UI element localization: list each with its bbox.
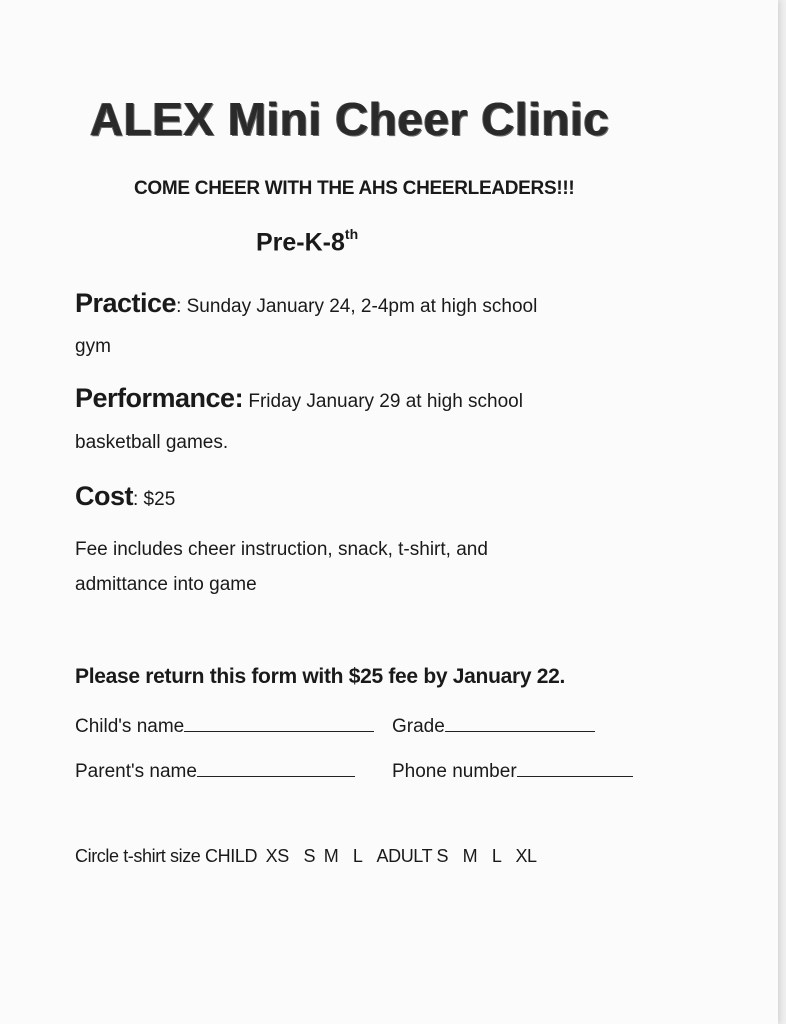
shirt-size-option[interactable]: S	[303, 846, 316, 866]
cost-value: $25	[138, 489, 176, 510]
child-name-label: Child's name	[75, 716, 185, 737]
grade-range	[256, 228, 358, 257]
practice-line	[75, 288, 537, 319]
shirt-size-option[interactable]: L	[352, 846, 362, 866]
practice-line-2: gym	[75, 336, 111, 357]
flyer-title: ALEX Mini Cheer Clinic	[90, 93, 610, 145]
cost-line	[75, 481, 175, 512]
practice-label: Practice	[75, 288, 177, 318]
parent-name-label: Parent's name	[75, 761, 197, 782]
shirt-size-option[interactable]: S	[436, 846, 449, 866]
phone-blank[interactable]	[517, 758, 633, 777]
grade-field[interactable]	[392, 713, 595, 738]
cost-separator: :	[133, 489, 139, 510]
shirt-size-prompt: Circle t-shirt size	[75, 846, 201, 866]
practice-details: Sunday January 24, 2-4pm at high school	[181, 296, 538, 317]
shirt-size-line	[75, 846, 537, 867]
grade-range-text: Pre-K-8	[256, 228, 345, 257]
performance-line	[75, 383, 523, 414]
fee-note-line-2: admittance into game	[75, 574, 257, 595]
child-name-blank[interactable]	[184, 713, 374, 732]
flyer-subtitle: COME CHEER WITH THE AHS CHEERLEADERS!!!	[134, 178, 575, 199]
child-name-field[interactable]	[75, 713, 374, 738]
cost-label: Cost	[75, 481, 133, 511]
parent-name-blank[interactable]	[197, 758, 355, 777]
grade-label: Grade	[392, 716, 445, 737]
shirt-size-option[interactable]: L	[491, 846, 501, 866]
performance-details: Friday January 29 at high school	[243, 391, 523, 412]
parent-name-field[interactable]	[75, 758, 355, 783]
grade-range-superscript: th	[344, 226, 359, 242]
performance-label: Performance:	[75, 383, 244, 413]
performance-line-2: basketball games.	[75, 432, 229, 453]
fee-note-line-1: Fee includes cheer instruction, snack, t-shirt, and	[75, 539, 488, 560]
shirt-size-option[interactable]: XS	[265, 846, 289, 866]
return-notice: Please return this form with $25 fee by January 22.	[75, 665, 566, 688]
shirt-child-label: CHILD	[205, 846, 258, 866]
phone-field[interactable]	[392, 758, 633, 783]
grade-blank[interactable]	[445, 713, 595, 732]
shirt-size-option[interactable]: M	[323, 846, 339, 866]
practice-separator: :	[176, 296, 182, 317]
shirt-adult-label: ADULT	[376, 846, 432, 866]
shirt-size-option[interactable]: M	[462, 846, 478, 866]
phone-label: Phone number	[392, 761, 517, 782]
shirt-size-option[interactable]: XL	[515, 846, 537, 866]
